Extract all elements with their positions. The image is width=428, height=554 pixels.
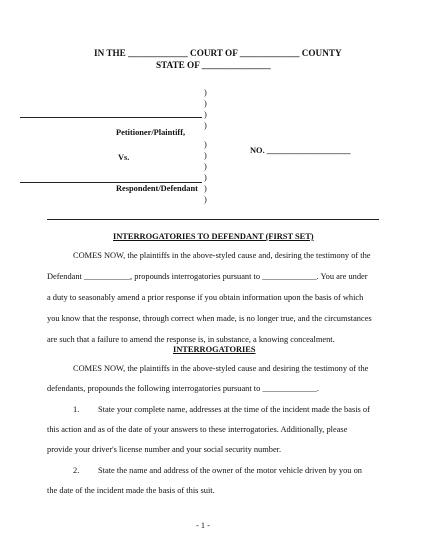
caption-paren: ) [204,151,207,160]
vs-label: Vs. [118,153,130,162]
item-line: State your complete name, addresses at the time of the incident made the basis of [98,405,370,414]
state-line: STATE OF _______________ [156,60,271,70]
item-number: 1. [73,405,80,414]
caption-paren: ) [204,110,207,119]
item-line: the date of the incident made the basis of this suit. [47,486,215,495]
caption-paren: ) [204,162,207,171]
caption-paren: ) [204,195,207,204]
respondent-name-line [20,182,202,183]
court-line: IN THE _____________ COURT OF _____________ COUNTY [94,48,342,58]
caption-paren: ) [204,140,207,149]
caption-paren: ) [204,173,207,182]
paragraph-line: COMES NOW, the plaintiffs in the above-styled cause and, desiring the testimony of the [73,251,371,260]
page-number: - 1 - [196,521,210,530]
caption-divider [47,219,379,220]
paragraph-line: are such that a failure to amend the response is, in substance, a knowing concealment. [47,335,335,344]
case-number: NO. ____________________ [250,146,351,155]
paragraph-line: COMES NOW, the plaintiffs in the above-styled cause and desiring the testimony of the [73,364,369,373]
caption-paren: ) [204,99,207,108]
item-line: provide your driver's license number and your social security number. [47,445,282,454]
item-line: State the name and address of the owner of the motor vehicle driven by you on [98,466,362,475]
section-title: INTERROGATORIES TO DEFENDANT (FIRST SET) [113,232,314,241]
caption-paren: ) [204,121,207,130]
paragraph-line: you know that the response, through correct when made, is no longer true, and the circumstances [47,314,372,323]
caption-paren: ) [204,88,207,97]
section-title: INTERROGATORIES [173,345,256,354]
respondent-label: Respondent/Defendant [116,184,198,193]
item-number: 2. [73,466,80,475]
paragraph-line: a duty to seasonably amend a prior response if you obtain information upon the basis of which [47,293,364,302]
paragraph-line: defendants, propounds the following interrogatories pursuant to _____________. [47,384,319,393]
paragraph-line: Defendant ___________, propounds interrogatories pursuant to _____________. You are under [47,272,368,281]
petitioner-name-line [20,117,202,118]
petitioner-label: Petitioner/Plaintiff, [116,128,186,137]
caption-paren: ) [204,184,207,193]
item-line: this action and as of the date of your answers to these interrogatories. Additionally, please [47,425,348,434]
